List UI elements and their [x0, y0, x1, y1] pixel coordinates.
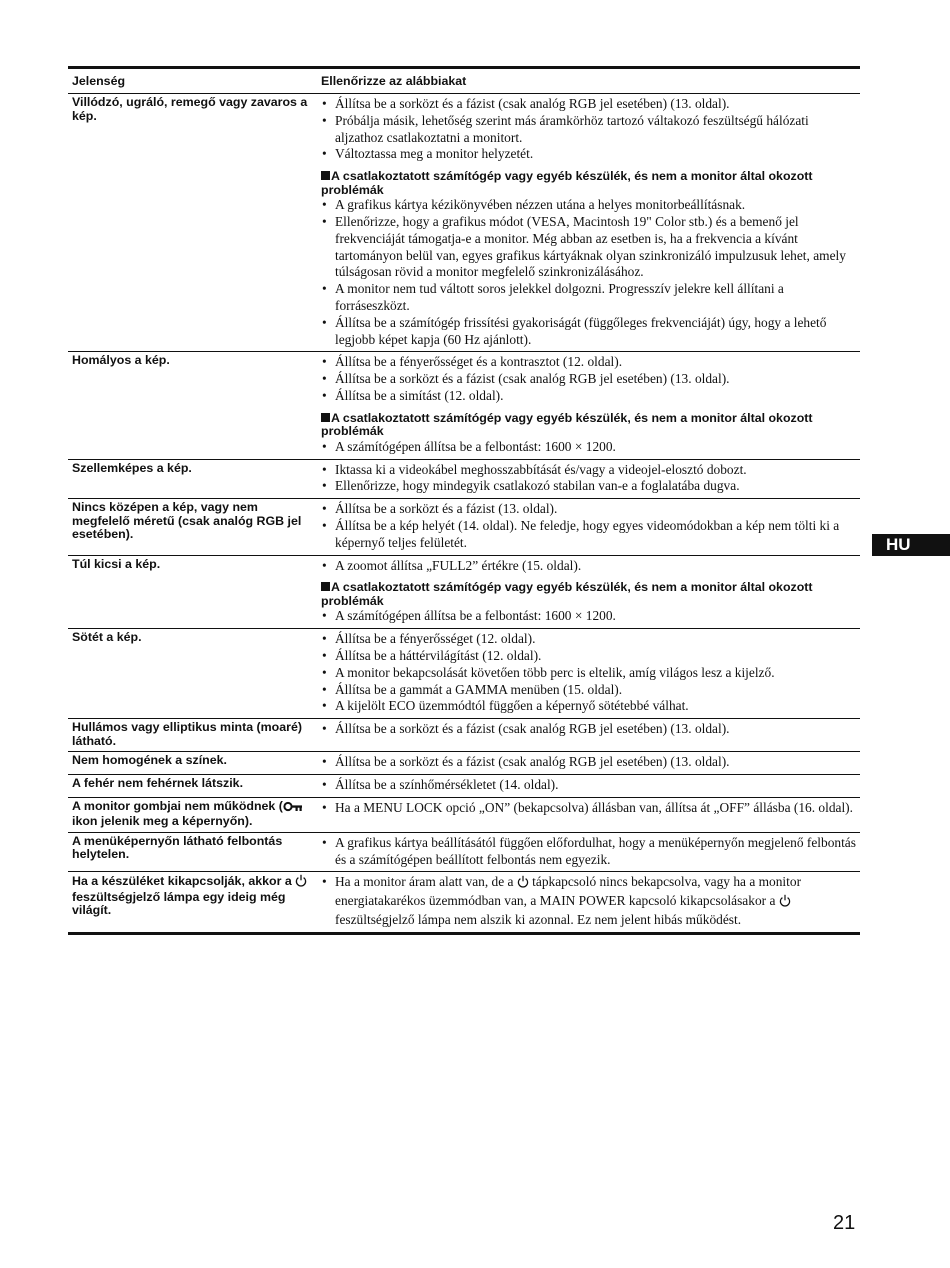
list-item: • Állítsa be a simítást (12. oldal).	[321, 388, 860, 405]
table-row	[68, 832, 860, 872]
check-list	[321, 501, 860, 551]
item-text-part: tápkapcsoló nincs bekapcsolva, vagy ha a monitor energiatakarékos üzemmódban van, a MAIN POWER kapcsoló kikapcsolásakor a	[335, 874, 802, 909]
check-list	[321, 354, 860, 404]
list-item: • A zoomot állítsa „FULL2” értékre (15. oldal).	[321, 558, 860, 575]
check-cell	[321, 719, 860, 751]
list-item: • Állítsa be a számítógép frissítési gyakoriságát (függőleges frekvenciáját) úgy, hogy a lehető legjobb képet kapja (60 Hz ajánlott).	[321, 315, 860, 349]
symptom-cell: Sötét a kép.	[72, 630, 142, 645]
list-item: • A számítógépen állítsa be a felbontást: 1600 × 1200.	[321, 608, 860, 625]
symptom-cell: Villódzó, ugráló, remegő vagy zavaros a kép.	[72, 95, 308, 123]
square-bullet-icon	[321, 413, 330, 422]
square-bullet-icon	[321, 582, 330, 591]
sub-heading	[321, 412, 860, 439]
symptom-cell: Túl kicsi a kép.	[72, 556, 161, 571]
check-list	[321, 800, 860, 817]
symptom-text-after: feszültségjelző lámpa egy ideig még világít.	[72, 889, 286, 918]
check-list	[321, 777, 860, 794]
symptom-cell: A fehér nem fehérnek látszik.	[72, 775, 244, 790]
sub-section	[321, 412, 860, 456]
table-row	[68, 628, 860, 718]
table-header-row	[68, 69, 860, 94]
list-item: • A kijelölt ECO üzemmódtól függően a képernyő sötétebbé válhat.	[321, 698, 860, 715]
sub-list	[321, 439, 860, 456]
power-icon	[779, 894, 791, 912]
list-item: • A monitor bekapcsolását követően több perc is eltelik, amíg világos lesz a kijelző.	[321, 665, 860, 682]
list-item: • Változtassa meg a monitor helyzetét.	[321, 146, 860, 163]
symptom-text-before: A monitor gombjai nem működnek (	[72, 798, 283, 813]
sub-heading-text: A csatlakoztatott számítógép vagy egyéb készülék, és nem a monitor által okozott problémák	[321, 169, 813, 197]
check-list	[321, 754, 860, 771]
list-item: • Állítsa be a fényerősséget (12. oldal).	[321, 631, 860, 648]
item-text-part: feszültségjelző lámpa nem alszik ki azonnal. Ez nem jelent hibás működést.	[335, 911, 742, 927]
item-text-part: Ha a monitor áram alatt van, de a	[335, 874, 517, 890]
symptom-cell: Szellemképes a kép.	[72, 460, 192, 475]
check-cell	[321, 460, 860, 499]
list-item: • Állítsa be a sorközt és a fázist (csak analóg RGB jel esetében) (13. oldal).	[321, 371, 860, 388]
table-row	[68, 751, 860, 774]
check-cell	[321, 499, 860, 554]
check-list	[321, 874, 860, 928]
symptom-cell	[68, 872, 321, 931]
table-row	[68, 718, 860, 751]
key-icon	[283, 801, 303, 816]
symptom-cell	[68, 798, 321, 832]
list-item: • Iktassa ki a videokábel meghosszabbítását és/vagy a videojel-elosztó dobozt.	[321, 462, 860, 479]
list-item: • Állítsa be a fényerősséget és a kontrasztot (12. oldal).	[321, 354, 860, 371]
header-check: Ellenőrizze az alábbiakat	[321, 74, 467, 88]
check-cell	[321, 94, 860, 351]
table-row	[68, 871, 860, 931]
check-list	[321, 721, 860, 738]
list-item: • Ha a MENU LOCK opció „ON” (bekapcsolva) állásban van, állítsa át „OFF” állásba (16. oldal).	[321, 800, 860, 817]
symptom-cell: Hullámos vagy elliptikus minta (moaré) látható.	[72, 720, 302, 748]
check-cell	[321, 629, 860, 718]
sub-heading-text: A csatlakoztatott számítógép vagy egyéb készülék, és nem a monitor által okozott problémák	[321, 580, 813, 608]
list-item: • Próbálja másik, lehetőség szerint más áramkörhöz tartozó váltakozó feszültségű hálózati aljzathoz csatlakoztatni a monitort.	[321, 113, 860, 147]
list-item: • Állítsa be a sorközt és a fázist (13. oldal).	[321, 501, 860, 518]
check-list	[321, 558, 860, 575]
list-item: • Ellenőrizze, hogy mindegyik csatlakozó stabilan van-e a foglalatába dugva.	[321, 478, 860, 495]
sub-heading-text: A csatlakoztatott számítógép vagy egyéb készülék, és nem a monitor által okozott problémák	[321, 410, 813, 439]
troubleshooting-table	[68, 66, 860, 935]
check-cell	[321, 798, 860, 832]
list-item: • Állítsa be a sorközt és a fázist (csak analóg RGB jel esetében) (13. oldal).	[321, 721, 860, 738]
power-icon	[517, 875, 529, 893]
list-item	[321, 874, 860, 928]
power-icon	[295, 874, 307, 891]
list-item: • A grafikus kártya kézikönyvében nézzen utána a helyes monitorbeállításnak.	[321, 197, 860, 214]
sub-list	[321, 608, 860, 625]
list-item: • Állítsa be a gammát a GAMMA menüben (15. oldal).	[321, 682, 860, 699]
language-tab: HU	[872, 534, 950, 556]
check-list	[321, 96, 860, 163]
symptom-text-before: Ha a készüléket kikapcsolják, akkor a	[72, 874, 296, 889]
check-cell	[321, 352, 860, 458]
symptom-cell: A menüképernyőn látható felbontás helytelen.	[72, 833, 283, 862]
check-cell	[321, 752, 860, 774]
symptom-cell: Nincs középen a kép, vagy nem megfelelő méretű (csak analóg RGB jel esetében).	[72, 500, 302, 542]
table-row	[68, 498, 860, 554]
symptom-cell: Homályos a kép.	[72, 353, 170, 368]
sub-section	[321, 581, 860, 625]
header-symptom: Jelenség	[72, 74, 126, 88]
list-item: • A számítógépen állítsa be a felbontást: 1600 × 1200.	[321, 439, 860, 456]
check-list	[321, 462, 860, 496]
list-item: • Ellenőrizze, hogy a grafikus módot (VESA, Macintosh 19" Color stb.) és a bemenő jel frekvenciáját támogatja-e a monitor. Még abban az esetben is, ha a frekvencia a kívánt tartományon belül van, egyes grafikus kártyáknak olyan szinkronizáló impulzusuk lehet, amely túlságosan rövid a monitor megfelelő szinkronizálásához.	[321, 214, 860, 281]
table-row	[68, 797, 860, 832]
symptom-text-after: ikon jelenik meg a képernyőn).	[72, 814, 253, 829]
page-number: 21	[833, 1212, 856, 1234]
check-cell	[321, 775, 860, 797]
check-cell	[321, 556, 860, 629]
check-list	[321, 835, 860, 869]
symptom-cell: Nem homogének a színek.	[72, 753, 227, 768]
table-row	[68, 351, 860, 458]
sub-section	[321, 170, 860, 348]
check-cell	[321, 833, 860, 872]
square-bullet-icon	[321, 171, 330, 180]
table-row	[68, 774, 860, 797]
list-item: • A monitor nem tud váltott soros jelekkel dolgozni. Progresszív jelekre kell állítani a forráseszközt.	[321, 281, 860, 315]
list-item: • Állítsa be a kép helyét (14. oldal). Ne feledje, hogy egyes videomódokban a kép nem tölti ki a képernyő teljes felületét.	[321, 518, 860, 552]
table-row	[68, 459, 860, 499]
list-item: • Állítsa be a színhőmérsékletet (14. oldal).	[321, 777, 860, 794]
sub-heading	[321, 170, 860, 197]
check-list	[321, 631, 860, 715]
list-item: • Állítsa be a sorközt és a fázist (csak analóg RGB jel esetében) (13. oldal).	[321, 754, 860, 771]
list-item: • Állítsa be a háttérvilágítást (12. oldal).	[321, 648, 860, 665]
table-row	[68, 94, 860, 351]
sub-list	[321, 197, 860, 348]
list-item: • Állítsa be a sorközt és a fázist (csak analóg RGB jel esetében) (13. oldal).	[321, 96, 860, 113]
check-cell	[321, 872, 860, 931]
sub-heading	[321, 581, 860, 608]
list-item: • A grafikus kártya beállításától függően előfordulhat, hogy a menüképernyőn megjelenő felbontás és a számítógépen beállított felbontás nem egyezik.	[321, 835, 860, 869]
table-row	[68, 555, 860, 629]
